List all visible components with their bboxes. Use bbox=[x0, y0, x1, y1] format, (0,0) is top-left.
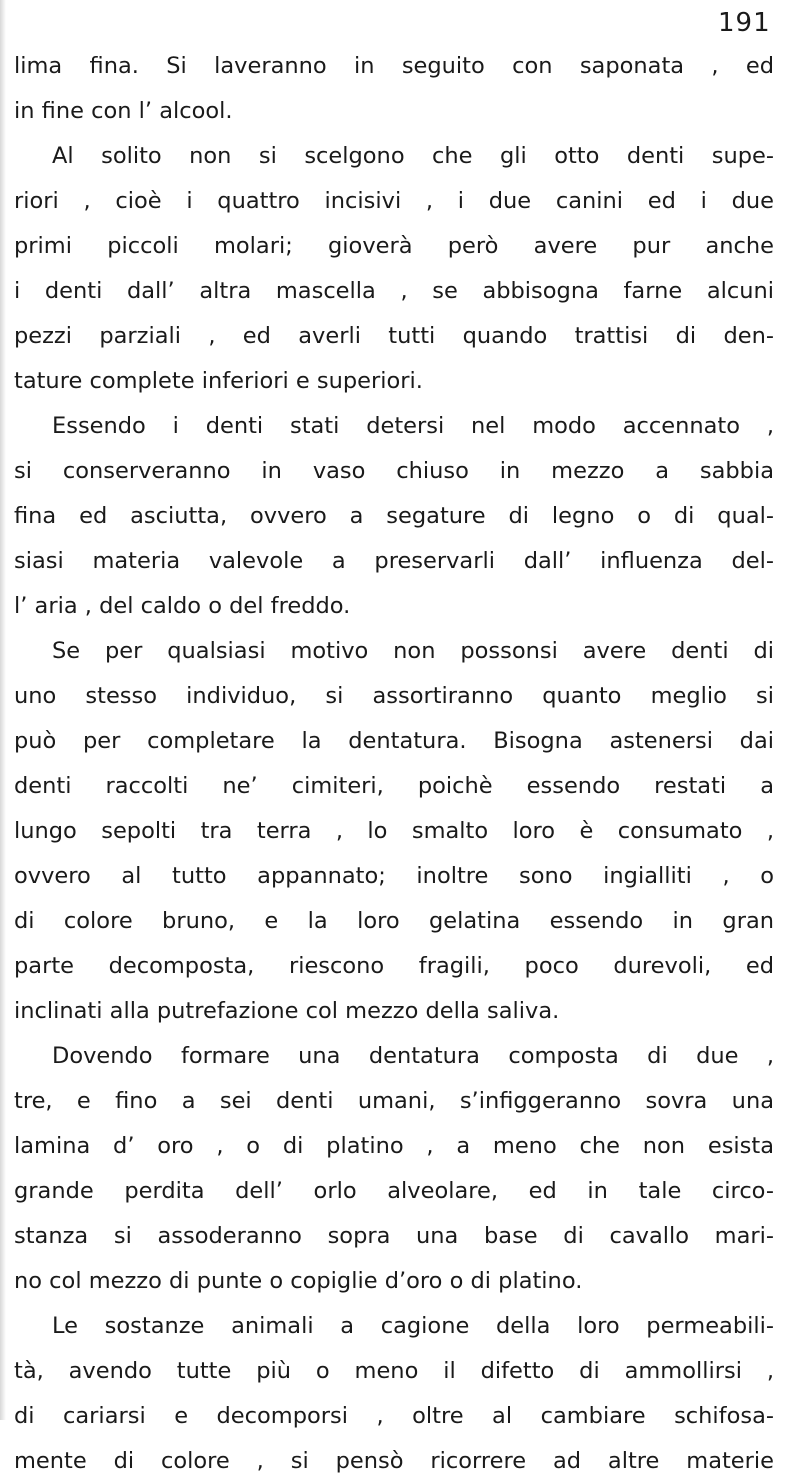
text-line: uno stesso individuo, si assortiranno quanto meglio si bbox=[14, 683, 774, 709]
text-line: pezzi parziali , ed averli tutti quando trattisi di den- bbox=[14, 323, 774, 349]
text-line: tà, avendo tutte più o meno il difetto di ammollirsi , bbox=[14, 1358, 774, 1384]
body-text bbox=[14, 44, 774, 1484]
text-line: ovvero al tutto appannato; inoltre sono ingialliti , o bbox=[14, 863, 774, 889]
text-line: di cariarsi e decomporsi , oltre al cambiare schifosa- bbox=[14, 1403, 774, 1429]
page-number: 191 bbox=[718, 8, 771, 38]
text-line: inclinati alla putrefazione col mezzo della saliva. bbox=[14, 998, 560, 1024]
text-line: può per completare la dentatura. Bisogna astenersi dai bbox=[14, 728, 774, 754]
text-line: tature complete inferiori e superiori. bbox=[14, 368, 423, 394]
text-line: siasi materia valevole a preservarli dall’ influenza del- bbox=[14, 548, 774, 574]
text-line: l’ aria , del caldo o del freddo. bbox=[14, 593, 351, 619]
text-line: grande perdita dell’ orlo alveolare, ed in tale circo- bbox=[14, 1178, 774, 1204]
text-line: mente di colore , si pensò ricorrere ad altre materie bbox=[14, 1448, 774, 1474]
text-line: di colore bruno, e la loro gelatina essendo in gran bbox=[14, 908, 774, 934]
text-line: si conserveranno in vaso chiuso in mezzo a sabbia bbox=[14, 458, 774, 484]
text-line: Se per qualsiasi motivo non possonsi avere denti di bbox=[52, 638, 774, 664]
text-line: lima fina. Si laveranno in seguito con saponata , ed bbox=[14, 53, 774, 79]
text-line: Le sostanze animali a cagione della loro permeabili- bbox=[52, 1313, 774, 1339]
text-line: no col mezzo di punte o copiglie d’oro o di platino. bbox=[14, 1268, 583, 1294]
text-line: stanza si assoderanno sopra una base di cavallo mari- bbox=[14, 1223, 774, 1249]
page-gutter-shadow bbox=[0, 0, 6, 1420]
text-line: i denti dall’ altra mascella , se abbisogna farne alcuni bbox=[14, 278, 774, 304]
text-line: Al solito non si scelgono che gli otto denti supe- bbox=[52, 143, 774, 169]
text-line: fina ed asciutta, ovvero a segature di legno o di qual- bbox=[14, 503, 774, 529]
text-line: parte decomposta, riescono fragili, poco durevoli, ed bbox=[14, 953, 774, 979]
text-line: denti raccolti ne’ cimiteri, poichè essendo restati a bbox=[14, 773, 774, 799]
text-line: primi piccoli molari; gioverà però avere pur anche bbox=[14, 233, 774, 259]
text-line: lungo sepolti tra terra , lo smalto loro è consumato , bbox=[14, 818, 774, 844]
text-line: riori , cioè i quattro incisivi , i due canini ed i due bbox=[14, 188, 774, 214]
text-line: in fine con l’ alcool. bbox=[14, 98, 233, 124]
text-line: tre, e fino a sei denti umani, s’infiggeranno sovra una bbox=[14, 1088, 774, 1114]
text-line: Essendo i denti stati detersi nel modo accennato , bbox=[52, 413, 774, 439]
text-line: lamina d’ oro , o di platino , a meno che non esista bbox=[14, 1133, 774, 1159]
text-line: Dovendo formare una dentatura composta di due , bbox=[52, 1043, 774, 1069]
